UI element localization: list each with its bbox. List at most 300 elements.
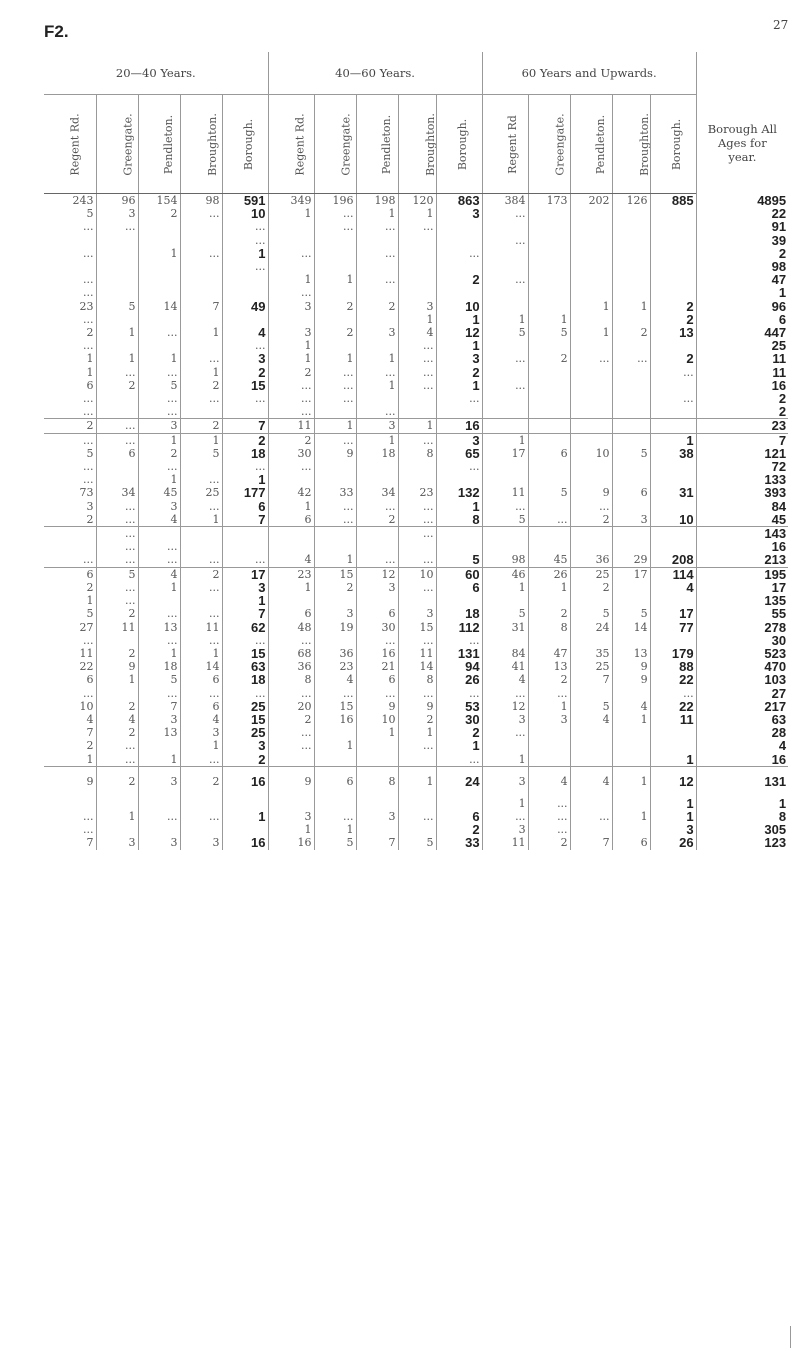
table-cell: 1 — [482, 433, 528, 447]
table-cell: 1 — [222, 247, 268, 260]
table-cell: 1 — [356, 379, 398, 392]
table-row — [44, 753, 788, 767]
table-cell: ... — [398, 581, 436, 594]
table-cell: 17 — [612, 567, 650, 581]
table-cell: 1 — [268, 352, 314, 365]
table-cell: 47 — [528, 647, 570, 660]
table-cell: ... — [268, 379, 314, 392]
table-row — [44, 352, 788, 365]
table-cell: 6 — [180, 700, 222, 713]
all-ages-cell: 217 — [696, 700, 788, 713]
table-cell — [482, 366, 528, 379]
all-ages-cell: 11 — [696, 352, 788, 365]
table-cell — [570, 753, 612, 767]
all-ages-cell: 91 — [696, 220, 788, 233]
table-cell: 4 — [180, 713, 222, 726]
table-row — [44, 581, 788, 594]
table-cell — [436, 473, 482, 486]
table-cell — [612, 392, 650, 405]
table-cell: 5 — [86, 446, 94, 460]
table-cell: 1 — [86, 594, 94, 608]
table-cell: 1 — [222, 594, 268, 607]
table-row — [44, 766, 788, 797]
table-cell: 60 — [436, 567, 482, 581]
table-cell — [314, 405, 356, 419]
table-cell: 2 — [86, 739, 94, 753]
table-cell: 8 — [268, 673, 314, 686]
table-cell: 1 — [314, 823, 356, 836]
table-cell: 2 — [314, 326, 356, 339]
table-cell: 22 — [79, 660, 94, 674]
table-cell: 9 — [570, 486, 612, 499]
table-cell: ... — [268, 739, 314, 752]
table-cell: 3 — [138, 766, 180, 797]
table-cell: ... — [138, 460, 180, 473]
table-cell: 2 — [180, 567, 222, 581]
table-cell: ... — [268, 726, 314, 739]
table-cell: 3 — [138, 500, 180, 513]
table-cell — [268, 220, 314, 233]
table-row — [44, 673, 788, 686]
age-group-header: 40—60 Years. — [268, 52, 482, 95]
all-ages-cell: 16 — [696, 753, 788, 767]
all-ages-cell: 195 — [696, 567, 788, 581]
table-cell: ... — [222, 634, 268, 647]
table-cell — [612, 234, 650, 247]
table-cell — [482, 473, 528, 486]
table-cell: 4 — [86, 712, 94, 726]
table-cell: ... — [436, 687, 482, 700]
all-ages-cell: 47 — [696, 273, 788, 286]
table-cell — [650, 234, 696, 247]
table-cell: 31 — [650, 486, 696, 499]
table-cell: 6 — [180, 673, 222, 686]
table-cell: 3 — [268, 300, 314, 313]
table-cell: 6 — [436, 581, 482, 594]
table-cell — [528, 300, 570, 313]
table-cell: 5 — [528, 326, 570, 339]
table-row — [44, 207, 788, 220]
table-cell: 34 — [356, 486, 398, 499]
table-cell: ... — [570, 352, 612, 365]
table-cell — [528, 433, 570, 447]
table-cell: 2 — [570, 513, 612, 527]
table-cell: ... — [482, 207, 528, 220]
table-cell: 7 — [570, 836, 612, 849]
table-cell: ... — [314, 207, 356, 220]
table-cell: 1 — [650, 797, 696, 810]
table-cell: 1 — [650, 810, 696, 823]
table-cell: 26 — [528, 567, 570, 581]
table-cell: 1 — [138, 433, 180, 447]
table-cell: 2 — [86, 580, 94, 594]
district-header: Greengate. — [314, 95, 356, 194]
table-cell: 2 — [222, 753, 268, 767]
table-cell: 2 — [436, 823, 482, 836]
table-row — [44, 527, 788, 541]
table-cell — [528, 220, 570, 233]
table-cell: 1 — [180, 326, 222, 339]
table-cell: 2 — [86, 326, 94, 340]
table-cell — [314, 540, 356, 553]
table-cell: 1 — [96, 673, 138, 686]
table-cell — [612, 419, 650, 433]
table-cell — [570, 273, 612, 286]
table-cell: ... — [398, 739, 436, 752]
table-cell: 5 — [86, 207, 94, 221]
table-cell: ... — [96, 739, 138, 752]
table-cell: 2 — [650, 313, 696, 326]
table-cell: 1 — [44, 753, 96, 767]
table-cell — [398, 540, 436, 553]
table-cell — [528, 247, 570, 260]
table-cell: ... — [398, 433, 436, 447]
table-cell: 9 — [612, 660, 650, 673]
table-cell: 2 — [180, 379, 222, 392]
table-cell — [96, 273, 138, 286]
table-cell: 2 — [222, 433, 268, 447]
table-cell: 202 — [570, 194, 612, 208]
table-cell — [314, 260, 356, 273]
table-cell: 5 — [398, 836, 436, 849]
table-cell — [612, 366, 650, 379]
table-row — [44, 194, 788, 208]
table-cell: 4 — [138, 513, 180, 527]
table-cell: ... — [528, 687, 570, 700]
district-header: Broughton. — [180, 95, 222, 194]
page-number: 27 — [773, 18, 789, 32]
district-header: Broughton. — [398, 95, 436, 194]
table-cell: ... — [83, 460, 94, 474]
table-cell — [314, 527, 356, 541]
all-ages-cell: 393 — [696, 486, 788, 499]
table-cell: ... — [482, 810, 528, 823]
all-ages-cell: 1 — [696, 286, 788, 299]
table-cell — [570, 540, 612, 553]
table-cell: ... — [398, 500, 436, 513]
table-cell: 1 — [650, 753, 696, 767]
table-cell: ... — [398, 513, 436, 527]
table-row — [44, 660, 788, 673]
table-cell: ... — [436, 460, 482, 473]
table-cell: 8 — [356, 766, 398, 797]
table-cell: 2 — [96, 379, 138, 392]
table-row — [44, 260, 788, 273]
table-cell: 3 — [314, 607, 356, 620]
table-row — [44, 726, 788, 739]
age-group-header: 60 Years and Upwards. — [482, 52, 696, 95]
table-cell: 863 — [436, 194, 482, 208]
table-cell: 2 — [180, 766, 222, 797]
table-cell: 4 — [222, 326, 268, 339]
table-cell: 24 — [436, 766, 482, 797]
table-cell: ... — [398, 379, 436, 392]
district-header: Regent Rd. — [44, 95, 96, 194]
table-cell: 5 — [180, 447, 222, 460]
table-row — [44, 567, 788, 581]
table-cell: ... — [138, 687, 180, 700]
district-header: Pendleton. — [570, 95, 612, 194]
table-cell: ... — [356, 553, 398, 567]
table-cell — [314, 460, 356, 473]
table-cell: ... — [138, 405, 180, 419]
table-cell: 8 — [398, 447, 436, 460]
table-cell: 2 — [138, 207, 180, 220]
table-cell — [138, 823, 180, 836]
table-cell: 62 — [222, 621, 268, 634]
table-cell — [222, 405, 268, 419]
table-cell: 30 — [356, 621, 398, 634]
table-cell — [138, 260, 180, 273]
all-ages-cell: 11 — [696, 366, 788, 379]
table-cell: 18 — [356, 447, 398, 460]
table-cell: ... — [482, 379, 528, 392]
district-header-row — [44, 95, 788, 194]
table-cell: 3 — [482, 823, 528, 836]
table-cell — [138, 220, 180, 233]
table-cell: 7 — [222, 607, 268, 620]
table-cell: 3 — [222, 581, 268, 594]
table-cell: 10 — [570, 447, 612, 460]
margin-line — [790, 1326, 791, 1348]
table-cell: 3 — [138, 713, 180, 726]
table-cell: ... — [180, 207, 222, 220]
table-cell: 2 — [436, 726, 482, 739]
table-cell: 2 — [138, 447, 180, 460]
table-cell: 2 — [44, 419, 96, 433]
table-cell — [612, 753, 650, 767]
age-group-header-row — [44, 52, 788, 95]
table-cell: 243 — [72, 194, 94, 207]
table-cell: 2 — [570, 581, 612, 594]
age-group-header: 20—40 Years. — [44, 52, 268, 95]
table-cell — [356, 739, 398, 752]
table-cell: ... — [356, 220, 398, 233]
all-ages-cell: 96 — [696, 300, 788, 313]
table-cell — [612, 207, 650, 220]
table-cell: 3 — [528, 713, 570, 726]
table-cell: 18 — [222, 447, 268, 460]
table-cell: 3 — [138, 419, 180, 433]
all-ages-cell: 84 — [696, 500, 788, 513]
table-cell: 6 — [612, 486, 650, 499]
table-cell: 53 — [436, 700, 482, 713]
table-cell: 15 — [314, 700, 356, 713]
table-cell — [528, 260, 570, 273]
table-cell: 7 — [86, 726, 94, 740]
table-cell: 3 — [436, 352, 482, 365]
table-cell: 1 — [180, 647, 222, 660]
table-cell — [436, 234, 482, 247]
table-cell — [180, 339, 222, 352]
table-cell — [650, 405, 696, 419]
table-cell: 30 — [436, 713, 482, 726]
table-cell: 18 — [436, 607, 482, 620]
table-cell — [612, 687, 650, 700]
table-cell — [612, 286, 650, 299]
table-cell: ... — [96, 581, 138, 594]
table-row — [44, 220, 788, 233]
table-cell: 1 — [356, 726, 398, 739]
table-cell — [528, 234, 570, 247]
table-cell: 5 — [570, 700, 612, 713]
table-cell: ... — [398, 553, 436, 567]
table-cell: 11 — [96, 621, 138, 634]
table-cell: 114 — [650, 567, 696, 581]
table-cell: 1 — [314, 273, 356, 286]
table-cell: 4 — [612, 700, 650, 713]
table-cell — [314, 594, 356, 607]
all-ages-cell: 8 — [696, 810, 788, 823]
table-cell: ... — [83, 823, 94, 837]
table-cell: 3 — [268, 326, 314, 339]
table-cell — [44, 260, 96, 273]
table-cell: 17 — [482, 447, 528, 460]
table-cell: 1 — [528, 581, 570, 594]
table-cell: 96 — [96, 194, 138, 208]
all-ages-cell: 72 — [696, 460, 788, 473]
table-cell: 9 — [612, 673, 650, 686]
table-cell: ... — [528, 797, 570, 810]
table-cell: 2 — [96, 647, 138, 660]
table-row — [44, 300, 788, 313]
table-cell: ... — [436, 753, 482, 767]
table-cell — [482, 339, 528, 352]
table-cell — [222, 273, 268, 286]
table-cell — [44, 797, 96, 810]
all-ages-cell: 55 — [696, 607, 788, 620]
table-cell — [356, 260, 398, 273]
table-cell: 1 — [86, 365, 94, 379]
table-cell: ... — [83, 286, 94, 300]
table-cell — [570, 405, 612, 419]
table-cell: 10 — [436, 300, 482, 313]
table-cell: 1 — [398, 766, 436, 797]
table-cell: ... — [83, 809, 94, 823]
table-cell — [482, 286, 528, 299]
table-cell: ... — [96, 553, 138, 567]
table-cell: ... — [482, 500, 528, 513]
table-cell: 2 — [398, 713, 436, 726]
borough-all-ages-header: Borough All Ages for year. — [696, 52, 788, 194]
table-cell: 18 — [138, 660, 180, 673]
table-cell: 120 — [398, 194, 436, 208]
table-cell: 14 — [398, 660, 436, 673]
all-ages-cell: 470 — [696, 660, 788, 673]
district-header: Broughton. — [612, 95, 650, 194]
table-cell: ... — [314, 433, 356, 447]
table-cell — [612, 726, 650, 739]
table-cell — [436, 286, 482, 299]
table-cell — [650, 220, 696, 233]
table-row — [44, 797, 788, 810]
table-cell: 27 — [79, 620, 94, 634]
table-cell: 25 — [570, 660, 612, 673]
table-cell — [528, 273, 570, 286]
table-cell: 1 — [398, 419, 436, 433]
table-cell: ... — [83, 273, 94, 287]
table-cell — [356, 797, 398, 810]
table-cell — [482, 220, 528, 233]
table-cell: 1 — [268, 581, 314, 594]
table-cell: 6 — [314, 766, 356, 797]
table-cell: 5 — [436, 553, 482, 567]
table-cell: 2 — [436, 273, 482, 286]
table-cell: 4 — [268, 553, 314, 567]
table-cell: 1 — [138, 753, 180, 767]
table-cell: ... — [436, 634, 482, 647]
table-cell: ... — [222, 220, 268, 233]
all-ages-cell: 523 — [696, 647, 788, 660]
table-cell: 1 — [268, 273, 314, 286]
all-ages-cell: 16 — [696, 379, 788, 392]
table-cell: 6 — [86, 567, 94, 581]
table-cell: ... — [138, 553, 180, 567]
table-cell: 1 — [314, 553, 356, 567]
table-cell: 177 — [222, 486, 268, 499]
table-cell: ... — [44, 405, 96, 419]
table-cell: ... — [314, 810, 356, 823]
table-cell: 1 — [612, 766, 650, 797]
table-cell: 2 — [528, 352, 570, 365]
all-ages-cell: 25 — [696, 339, 788, 352]
table-cell: 42 — [268, 486, 314, 499]
table-cell: 3 — [180, 836, 222, 849]
table-cell: 14 — [180, 660, 222, 673]
table-cell: 349 — [268, 194, 314, 208]
table-cell — [268, 313, 314, 326]
table-cell — [482, 419, 528, 433]
table-cell: 1 — [268, 500, 314, 513]
table-cell: ... — [398, 527, 436, 541]
all-ages-cell: 2 — [696, 247, 788, 260]
table-cell: 21 — [356, 660, 398, 673]
table-cell — [356, 234, 398, 247]
table-cell: 33 — [314, 486, 356, 499]
table-cell — [650, 419, 696, 433]
table-cell — [650, 473, 696, 486]
table-cell — [612, 594, 650, 607]
table-cell — [96, 313, 138, 326]
table-cell: 25 — [222, 700, 268, 713]
table-cell — [482, 247, 528, 260]
table-cell — [180, 220, 222, 233]
table-cell: 1 — [268, 339, 314, 352]
table-cell: 6 — [96, 447, 138, 460]
table-cell: ... — [180, 687, 222, 700]
table-cell — [138, 339, 180, 352]
table-cell — [528, 392, 570, 405]
table-cell — [650, 540, 696, 553]
table-cell: ... — [83, 686, 94, 700]
table-cell: 2 — [314, 581, 356, 594]
table-cell: 1 — [398, 207, 436, 220]
district-header: Pendleton. — [138, 95, 180, 194]
table-row — [44, 473, 788, 486]
table-cell: 5 — [138, 379, 180, 392]
table-cell — [612, 379, 650, 392]
table-cell: ... — [83, 473, 94, 487]
table-cell: 23 — [398, 486, 436, 499]
table-cell: 5 — [612, 607, 650, 620]
table-cell — [314, 797, 356, 810]
table-cell: 2 — [528, 673, 570, 686]
table-cell: 7 — [138, 700, 180, 713]
table-cell: ... — [180, 581, 222, 594]
table-cell — [96, 460, 138, 473]
all-ages-cell: 63 — [696, 713, 788, 726]
all-ages-cell: 22 — [696, 207, 788, 220]
